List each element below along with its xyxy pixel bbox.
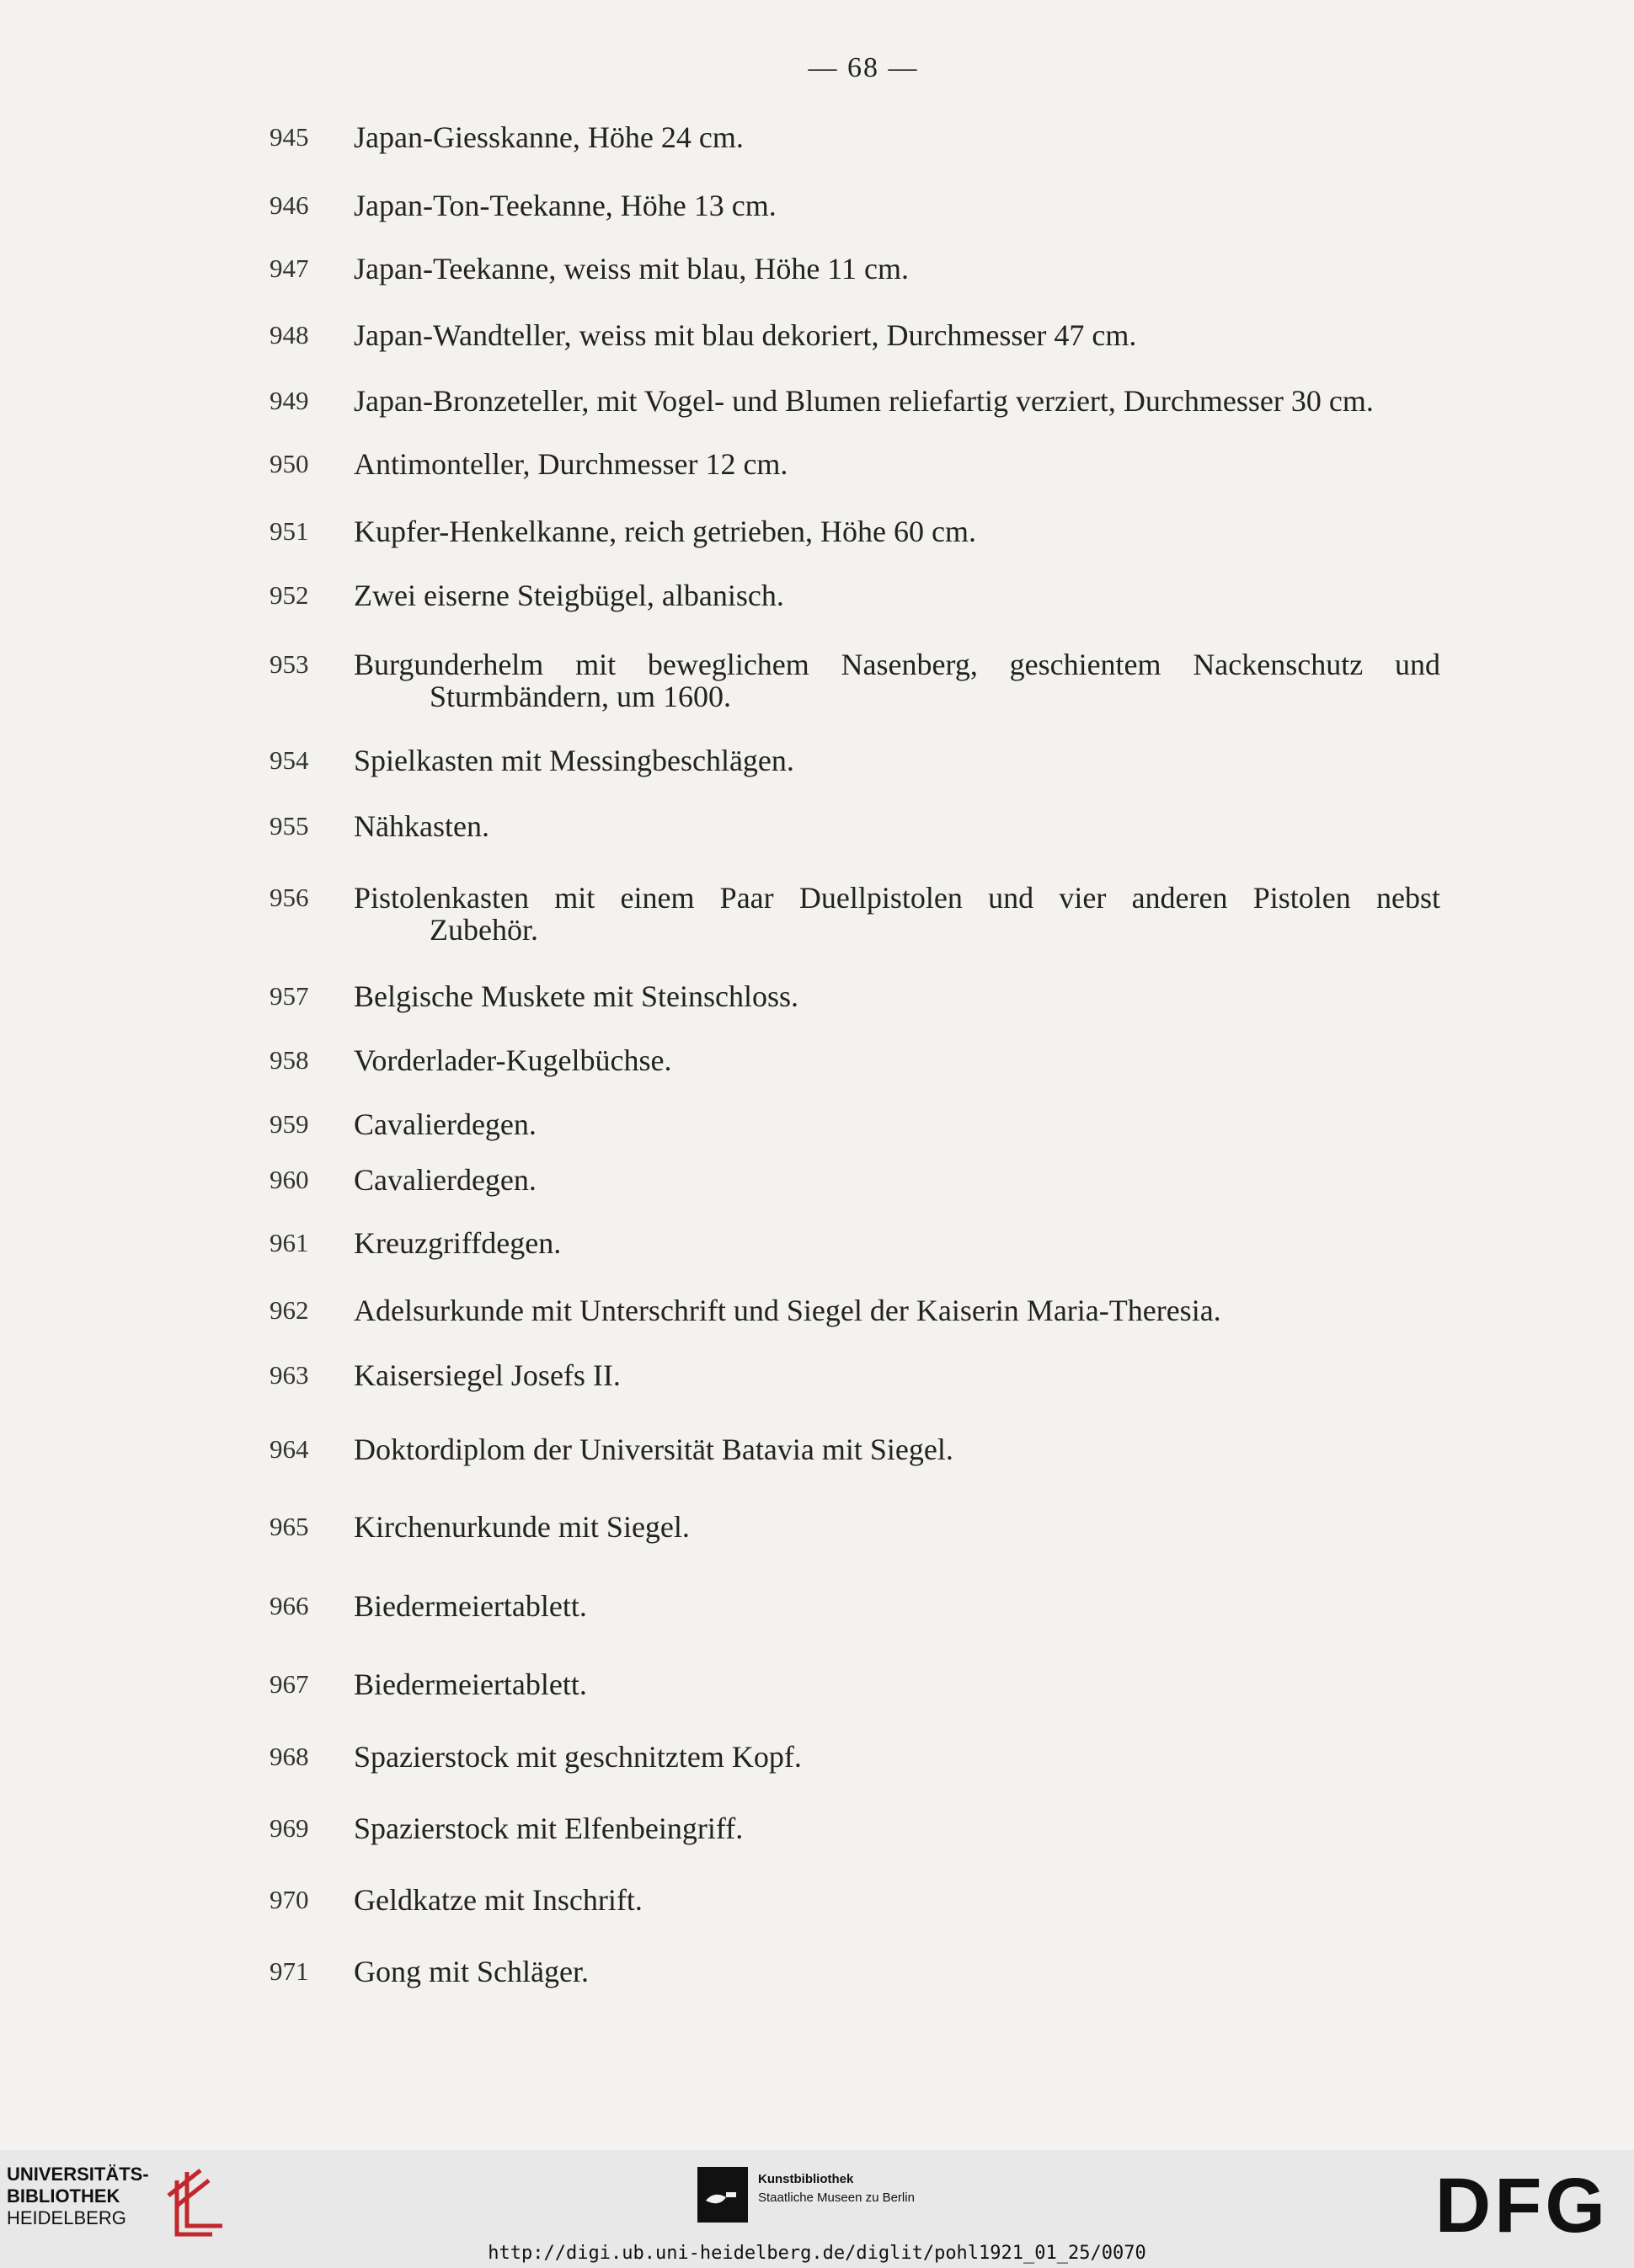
entry-text: Kirchenurkunde mit Siegel.	[354, 1510, 690, 1544]
entry-number: 952	[270, 580, 309, 610]
entry-number: 953	[270, 649, 309, 679]
entry-text: Zwei eiserne Steigbügel, albanisch.	[354, 579, 784, 612]
dfg-logo[interactable]: DFG	[1434, 2163, 1609, 2249]
entry-text: Biedermeiertablett.	[354, 1589, 587, 1623]
entry-number: 949	[270, 386, 309, 415]
entry-number: 961	[270, 1228, 309, 1257]
ub-line-2: BIBLIOTHEK	[7, 2185, 120, 2207]
kb-line-1: Kunstbibliothek	[758, 2172, 854, 2186]
entry-number: 964	[270, 1434, 309, 1464]
entry-text: Antimonteller, Durchmesser 12 cm.	[354, 447, 788, 481]
entry-number: 951	[270, 516, 309, 546]
ub-heidelberg-wordmark[interactable]	[7, 2164, 149, 2229]
entry-number: 945	[270, 122, 309, 152]
footer-bar	[0, 2150, 1634, 2268]
entry-text: Spielkasten mit Messingbeschlägen.	[354, 744, 794, 777]
entry-text: Kupfer-Henkelkanne, reich getrieben, Höhe 60 cm.	[354, 515, 976, 548]
entry-number: 958	[270, 1045, 309, 1075]
entry-number: 959	[270, 1109, 309, 1139]
entry-text: Biedermeiertablett.	[354, 1668, 587, 1701]
entry-text: Japan-Wandteller, weiss mit blau dekoriert, Durchmesser 47 cm.	[354, 318, 1137, 352]
entry-text: Japan-Giesskanne, Höhe 24 cm.	[354, 120, 744, 154]
entry-number: 955	[270, 811, 309, 840]
entry-number: 966	[270, 1591, 309, 1620]
entry-text: Burgunderhelm mit beweglichem Nasenberg, geschientem Nackenschutz und	[354, 648, 1440, 681]
entry-number: 948	[270, 320, 309, 350]
entry-number: 956	[270, 883, 309, 912]
entry-text: Japan-Bronzeteller, mit Vogel- und Blumen reliefartig verziert, Durchmesser 30 cm.	[354, 384, 1374, 418]
entry-text: Doktordiplom der Universität Batavia mit Siegel.	[354, 1433, 953, 1466]
entry-number: 954	[270, 745, 309, 775]
kb-line-2: Staatliche Museen zu Berlin	[758, 2191, 915, 2205]
entry-number: 960	[270, 1165, 309, 1194]
entry-number: 950	[270, 449, 309, 478]
ub-line-3: HEIDELBERG	[7, 2207, 126, 2228]
entry-text: Japan-Teekanne, weiss mit blau, Höhe 11 cm.	[354, 252, 909, 286]
kunstbibliothek-label	[758, 2170, 915, 2207]
entry-text: Pistolenkasten mit einem Paar Duellpistolen und vier anderen Pistolen nebst	[354, 881, 1440, 915]
ub-heidelberg-logo-icon[interactable]	[162, 2162, 229, 2239]
permalink-url[interactable]: http://digi.ub.uni-heidelberg.de/diglit/pohl1921_01_25/0070	[488, 2243, 1146, 2264]
entry-continuation: Sturmbändern, um 1600.	[430, 680, 731, 713]
ub-line-1: UNIVERSITÄTS-	[7, 2164, 149, 2185]
entry-number: 962	[270, 1295, 309, 1325]
entry-number: 963	[270, 1360, 309, 1390]
entry-number: 957	[270, 981, 309, 1011]
entry-text: Gong mit Schläger.	[354, 1955, 589, 1988]
entry-text: Japan-Ton-Teekanne, Höhe 13 cm.	[354, 189, 777, 222]
entry-number: 947	[270, 253, 309, 283]
entry-text: Belgische Muskete mit Steinschloss.	[354, 979, 798, 1013]
entry-number: 946	[270, 190, 309, 220]
entry-text: Spazierstock mit Elfenbeingriff.	[354, 1812, 744, 1845]
entry-number: 965	[270, 1512, 309, 1541]
entry-text: Geldkatze mit Inschrift.	[354, 1883, 643, 1917]
kunstbibliothek-logo-icon[interactable]	[697, 2167, 748, 2223]
entry-text: Cavalierdegen.	[354, 1163, 537, 1197]
entry-text: Kaisersiegel Josefs II.	[354, 1358, 621, 1392]
entry-text: Adelsurkunde mit Unterschrift und Siegel der Kaiserin Maria-Theresia.	[354, 1294, 1221, 1327]
entry-number: 968	[270, 1742, 309, 1771]
entry-number: 970	[270, 1885, 309, 1914]
entry-text: Cavalierdegen.	[354, 1107, 537, 1141]
entry-number: 967	[270, 1669, 309, 1699]
page-number: — 68 —	[808, 52, 919, 83]
entry-number: 969	[270, 1813, 309, 1843]
entry-text: Vorderlader-Kugelbüchse.	[354, 1043, 672, 1077]
entry-text: Kreuzgriffdegen.	[354, 1226, 562, 1260]
entry-number: 971	[270, 1956, 309, 1986]
entry-continuation: Zubehör.	[430, 913, 538, 947]
entry-text: Spazierstock mit geschnitztem Kopf.	[354, 1740, 802, 1774]
entry-text: Nähkasten.	[354, 809, 489, 843]
